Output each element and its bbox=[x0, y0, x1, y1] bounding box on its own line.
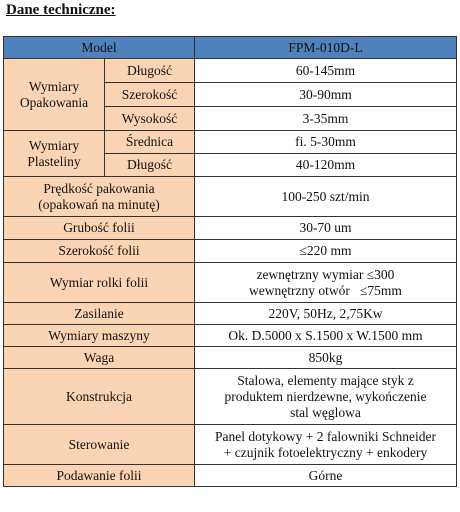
header-label: Model bbox=[4, 37, 195, 59]
row-label: Wymiary maszyny bbox=[4, 325, 195, 347]
group-label-opakowanie: Wymiary Opakowania bbox=[4, 59, 105, 131]
table-row bbox=[4, 217, 457, 240]
table-row bbox=[4, 325, 457, 347]
row-value: ≤220 mm bbox=[195, 240, 457, 263]
table-row bbox=[4, 240, 457, 263]
value-line: Panel dotykowy + 2 falowniki Schneider bbox=[215, 428, 436, 444]
value-line: stal węglowa bbox=[290, 404, 361, 420]
row-label: Konstrukcja bbox=[4, 369, 195, 425]
specs-table bbox=[3, 36, 457, 487]
row-label bbox=[4, 177, 195, 217]
row-value: Górne bbox=[195, 465, 457, 487]
row-value: 3-35mm bbox=[195, 107, 457, 131]
value-line: wewnętrzny otwór ≤75mm bbox=[249, 282, 402, 298]
row-value: 100-250 szt/min bbox=[195, 177, 457, 217]
group-label-plastelina: Wymiary Plasteliny bbox=[4, 131, 105, 177]
value-line: Stalowa, elementy mające styk z bbox=[237, 372, 414, 388]
table-row bbox=[4, 303, 457, 325]
table-row bbox=[4, 347, 457, 369]
row-label: Waga bbox=[4, 347, 195, 369]
row-value: 850kg bbox=[195, 347, 457, 369]
table-row bbox=[4, 131, 457, 154]
value-line: zewnętrzny wymiar ≤300 bbox=[256, 266, 395, 282]
header-value: FPM-010D-L bbox=[195, 37, 457, 59]
row-label: Sterowanie bbox=[4, 425, 195, 465]
section-heading: Dane techniczne: bbox=[6, 2, 116, 18]
label-line: Prędkość pakowania bbox=[43, 180, 155, 196]
row-value bbox=[195, 263, 457, 303]
row-value: 220V, 50Hz, 2,75Kw bbox=[195, 303, 457, 325]
row-label: Wysokość bbox=[105, 107, 195, 131]
row-label: Długość bbox=[105, 59, 195, 83]
row-label: Zasilanie bbox=[4, 303, 195, 325]
row-value: 60-145mm bbox=[195, 59, 457, 83]
row-label: Średnica bbox=[105, 131, 195, 154]
table-row bbox=[4, 59, 457, 83]
row-value: fi. 5-30mm bbox=[195, 131, 457, 154]
row-label: Szerokość folii bbox=[4, 240, 195, 263]
row-value: 30-90mm bbox=[195, 83, 457, 107]
label-line: (opakowań na minutę) bbox=[38, 196, 160, 212]
row-value bbox=[195, 369, 457, 425]
table-row bbox=[4, 465, 457, 487]
table-row bbox=[4, 177, 457, 217]
row-value: 30-70 um bbox=[195, 217, 457, 240]
row-label: Podawanie folii bbox=[4, 465, 195, 487]
row-label: Wymiar rolki folii bbox=[4, 263, 195, 303]
table-row bbox=[4, 369, 457, 425]
row-label: Grubość folii bbox=[4, 217, 195, 240]
row-value bbox=[195, 425, 457, 465]
row-value: 40-120mm bbox=[195, 154, 457, 177]
value-line: produktem nierdzewne, wykończenie bbox=[224, 388, 427, 404]
table-row bbox=[4, 425, 457, 465]
row-value: Ok. D.5000 x S.1500 x W.1500 mm bbox=[195, 325, 457, 347]
value-line: + czujnik fotoelektryczny + enkodery bbox=[223, 444, 428, 460]
table-row bbox=[4, 263, 457, 303]
header-row bbox=[4, 37, 457, 59]
row-label: Szerokość bbox=[105, 83, 195, 107]
row-label: Długość bbox=[105, 154, 195, 177]
